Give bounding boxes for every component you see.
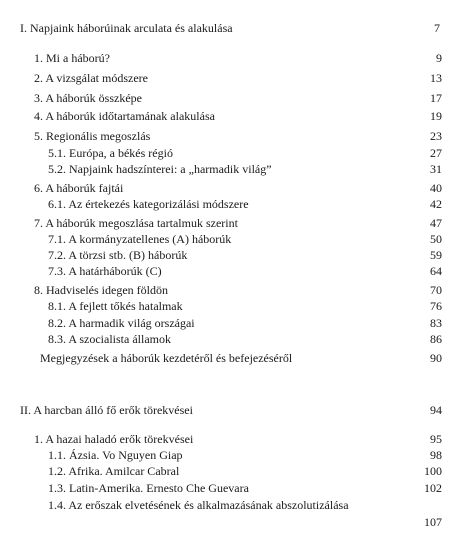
toc-entry-title: 8.2. A harmadik világ országai bbox=[48, 316, 195, 330]
toc-entry-title: 5. Regionális megoszlás bbox=[34, 129, 151, 143]
toc-entry-page: 40 bbox=[430, 181, 442, 195]
toc-entry-page: 42 bbox=[430, 197, 442, 211]
toc-entry-ch8-3 bbox=[0, 331, 466, 347]
toc-entry-page: 7 bbox=[434, 21, 440, 35]
toc-entry-page: 19 bbox=[430, 109, 442, 123]
toc-entry-ch3 bbox=[0, 90, 466, 106]
toc-entry-page: 83 bbox=[430, 316, 442, 330]
toc-entry-title: 7.2. A törzsi stb. (B) háborúk bbox=[48, 248, 188, 262]
toc-entry-title: 1.2. Afrika. Amilcar Cabral bbox=[48, 464, 180, 478]
toc-entry-ch4 bbox=[0, 108, 466, 124]
toc-entry-title: 7.3. A határháborúk (C) bbox=[48, 264, 162, 278]
toc-entry-title: 5.1. Európa, a békés régió bbox=[48, 146, 173, 160]
toc-entry-title: 1. Mi a háború? bbox=[34, 51, 110, 65]
toc-entry-ch1 bbox=[0, 50, 466, 66]
toc-entry-page: 27 bbox=[430, 146, 442, 160]
toc-entry-page: 102 bbox=[424, 481, 442, 495]
toc-entry-title: 8. Hadviselés idegen földön bbox=[34, 283, 168, 297]
toc-entry-title: 4. A háborúk időtartamának alakulása bbox=[34, 109, 215, 123]
toc-entry-page: 23 bbox=[430, 129, 442, 143]
toc-entry-p2ch1-4 bbox=[0, 498, 466, 532]
toc-entry-title: I. Napjaink háborúinak arculata és alakulása bbox=[20, 21, 233, 35]
toc-entry-title: 1. A hazai haladó erők törekvései bbox=[34, 432, 194, 446]
toc-entry-title: Megjegyzések a háborúk kezdetéről és befejezéséről bbox=[40, 351, 293, 365]
toc-entry-page: 86 bbox=[430, 332, 442, 346]
toc-entry-title: 1.1. Ázsia. Vo Nguyen Giap bbox=[48, 448, 183, 462]
toc-entry-page: 95 bbox=[430, 432, 442, 446]
toc-entry-ch2 bbox=[0, 70, 466, 86]
toc-entry-ch5-2 bbox=[0, 161, 466, 177]
toc-entry-ch7-2 bbox=[0, 247, 466, 263]
toc-entry-title: 1.3. Latin-Amerika. Ernesto Che Guevara bbox=[48, 481, 249, 495]
toc-entry-ch8-1 bbox=[0, 298, 466, 314]
toc-entry-ch8-2 bbox=[0, 315, 466, 331]
toc-entry-ch5-1 bbox=[0, 145, 466, 161]
toc-entry-page: 100 bbox=[424, 464, 442, 478]
toc-entry-title: 6. A háborúk fajtái bbox=[34, 181, 124, 195]
toc-entry-page: 59 bbox=[430, 248, 442, 262]
toc-entry-title: 8.3. A szocialista államok bbox=[48, 332, 171, 346]
toc-entry-title: 6.1. Az értekezés kategorizálási módszere bbox=[48, 197, 249, 211]
toc-entry-title: 8.1. A fejlett tőkés hatalmak bbox=[48, 299, 183, 313]
toc-entry-p2ch1-3 bbox=[0, 480, 466, 496]
toc-entry-page: 90 bbox=[430, 351, 442, 365]
toc-entry-title: 7. A háborúk megoszlása tartalmuk szerint bbox=[34, 216, 238, 230]
toc-entry-page: 107 bbox=[424, 515, 442, 529]
toc-entry-title: 3. A háborúk összképe bbox=[34, 91, 142, 105]
toc-entry-page: 9 bbox=[436, 51, 442, 65]
toc-entry-page: 17 bbox=[430, 91, 442, 105]
toc-entry-page: 50 bbox=[430, 232, 442, 246]
toc-entry-page: 98 bbox=[430, 448, 442, 462]
toc-entry-notes bbox=[0, 350, 466, 366]
toc-entry-title: 1.4. Az erőszak elvetésének és alkalmazásának abszolutizálása bbox=[48, 498, 349, 512]
toc-entry-page: 76 bbox=[430, 299, 442, 313]
toc-entry-page: 64 bbox=[430, 264, 442, 278]
toc-entry-page: 47 bbox=[430, 216, 442, 230]
toc-entry-p2ch1-2 bbox=[0, 463, 466, 479]
toc-entry-part2 bbox=[0, 402, 466, 418]
toc-entry-ch5 bbox=[0, 128, 466, 144]
toc-entry-p2ch1 bbox=[0, 431, 466, 447]
toc-entry-ch6 bbox=[0, 180, 466, 196]
toc-entry-ch7 bbox=[0, 215, 466, 231]
toc-entry-page: 70 bbox=[430, 283, 442, 297]
toc-entry-title: II. A harcban álló fő erők törekvései bbox=[20, 403, 193, 417]
toc-entry-title: 2. A vizsgálat módszere bbox=[34, 71, 148, 85]
toc-entry-part1 bbox=[0, 20, 466, 36]
toc-entry-p2ch1-1 bbox=[0, 447, 466, 463]
toc-entry-title: 5.2. Napjaink hadszínterei: a „harmadik világ” bbox=[48, 162, 272, 176]
toc-entry-page: 94 bbox=[430, 403, 442, 417]
toc-entry-ch7-1 bbox=[0, 231, 466, 247]
toc-entry-page: 13 bbox=[430, 71, 442, 85]
toc-entry-ch6-1 bbox=[0, 196, 466, 212]
toc-entry-title: 7.1. A kormányzatellenes (A) háborúk bbox=[48, 232, 232, 246]
toc-entry-ch8 bbox=[0, 282, 466, 298]
toc-entry-ch7-3 bbox=[0, 263, 466, 279]
toc-entry-page: 31 bbox=[430, 162, 442, 176]
